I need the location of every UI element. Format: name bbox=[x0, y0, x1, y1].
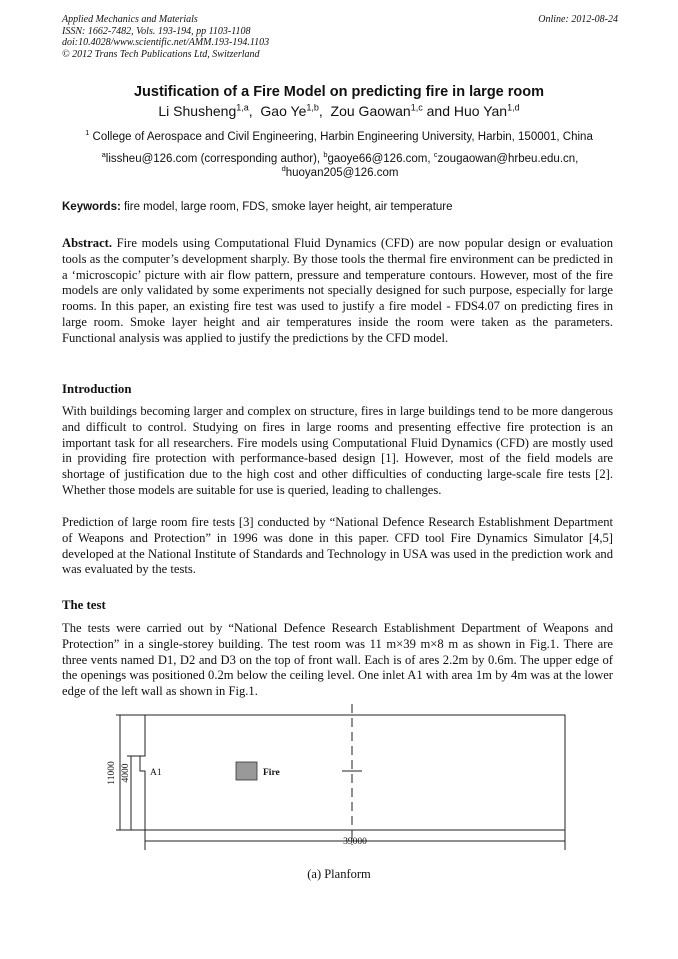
copyright-line: © 2012 Trans Tech Publications Ltd, Switzerland bbox=[62, 48, 260, 60]
email-b: gaoye66@126.com, bbox=[327, 153, 434, 165]
dim-inlet-label: 4000 bbox=[121, 763, 131, 783]
doi-line: doi:10.4028/www.scientific.net/AMM.193-194.1103 bbox=[62, 37, 270, 48]
issn-line: ISSN: 1662-7482, Vols. 193-194, pp 1103-1108 bbox=[62, 25, 251, 37]
keywords bbox=[62, 201, 453, 213]
author-name: Huo Yan bbox=[453, 103, 508, 119]
keywords-label: Keywords: bbox=[62, 201, 121, 213]
page-header bbox=[62, 14, 618, 60]
dim-height-label: 11000 bbox=[107, 761, 117, 785]
dim-length-label: 39000 bbox=[343, 837, 367, 847]
affiliation bbox=[0, 128, 678, 143]
fire-label: Fire bbox=[263, 768, 280, 778]
email-list: $^a$lissheu@126.com (corresponding author), $^b$gaoye66@126.com, $^c$zougaowan@hrbeu.edu.cn, $^d$huoyan205@126.com bbox=[101, 150, 579, 179]
abstract-label: Abstract. bbox=[62, 236, 113, 250]
author-sup: 1,b bbox=[306, 102, 319, 113]
fire-source-marker bbox=[236, 762, 257, 780]
abstract bbox=[62, 236, 613, 347]
paper-title: Justification of a Fire Model on predicting fire in large room bbox=[133, 84, 545, 100]
keywords-text: fire model, large room, FDS, smoke layer height, air temperature bbox=[120, 201, 453, 213]
online-date: Online: 2012-08-24 bbox=[538, 14, 618, 25]
affiliation-sup: 1 bbox=[85, 128, 90, 138]
inlet-label: A1 bbox=[150, 768, 162, 778]
section-heading-introduction: Introduction bbox=[62, 382, 132, 396]
test-paragraph-1: The tests were carried out by “National Defence Research Establishment Department of Weapons and Protection” in a single-storey building. The test room was 11 m×39 m×8 m as shown in Fig.1. There are three vents named D1, D2 and D3 on the top of front wall. Each is of ares 2.2m by 0.6m. The upper edge of the openings was positioned 0.2m below the ceiling level. One inlet A1 with area 1m by 4m was at the lower edge of the left wall as shown in Fig.1. bbox=[62, 621, 613, 699]
author-name: Li Shusheng bbox=[158, 103, 237, 119]
intro-paragraph-2: Prediction of large room fire tests [3] conducted by “National Defence Research Establishment Department of Weapons and Protection” in 1996 was done in this paper. CFD tool Fire Dynamics Simulator [4,5] developed at the National Institute of Standards and Technology in USA was used in the prediction work and was evaluated by the tests. bbox=[62, 515, 613, 577]
email-d: huoyan205@126.com bbox=[285, 167, 399, 179]
journal-name: Applied Mechanics and Materials bbox=[62, 14, 198, 25]
author-sup: 1,c bbox=[410, 102, 423, 113]
author-sup: 1,a bbox=[236, 102, 249, 113]
author-list: Li Shusheng$^{1,a}$, Gao Ye$^{1,b}$, Zou Gaowan$^{1,c}$ and Huo Yan$^{1,d}$ bbox=[158, 102, 520, 119]
author-name: Zou Gaowan bbox=[330, 103, 411, 119]
intro-paragraph-1: With buildings becoming larger and complex on structure, fires in large buildings tend to be more dangerous and difficult to control. Studying on fires in large rooms and presenting effective fire protection is an important task for all researchers. Fire models using Computational Fluid Dynamics (CFD) are mostly used in providing fire protection with performance-based design [1]. However, most of the field models are shortage of justification due to the high cost and other difficulties of conducting large-scale fire tests [2]. Whether those models are suitable for use is queried, leading to challenges. bbox=[62, 404, 613, 497]
email-c: zougaowan@hrbeu.edu.cn, bbox=[437, 153, 579, 165]
author-name: Gao Ye bbox=[260, 103, 307, 119]
author-sup: 1,d bbox=[507, 102, 520, 113]
section-heading-test: The test bbox=[62, 598, 106, 612]
abstract-text: Fire models using Computational Fluid Dynamics (CFD) are now popular design or evaluation tools as the computer’s development sharply. By those tools the thermal fire environment can be predicted in a ‘microscopic’ picture with air flow pattern, pressure and temperature contours. However, most of the fire models are only validated by some experiments not specially designed for such purpose, especially for large rooms. In this paper, an existing fire test was used to justify a fire model - FDS4.07 on predicting fires in large room. Smoke layer height and air temperatures inside the room were taken as the parameters. Functional analysis was applied to justify the predictions by the CFD model. bbox=[62, 236, 613, 345]
planform-figure bbox=[100, 700, 580, 862]
email-a: lissheu@126.com (corresponding author), bbox=[105, 153, 324, 165]
figure-caption: (a) Planform bbox=[307, 867, 371, 881]
affiliation-text: College of Aerospace and Civil Engineering, Harbin Engineering University, Harbin, 150001, China bbox=[92, 131, 593, 143]
